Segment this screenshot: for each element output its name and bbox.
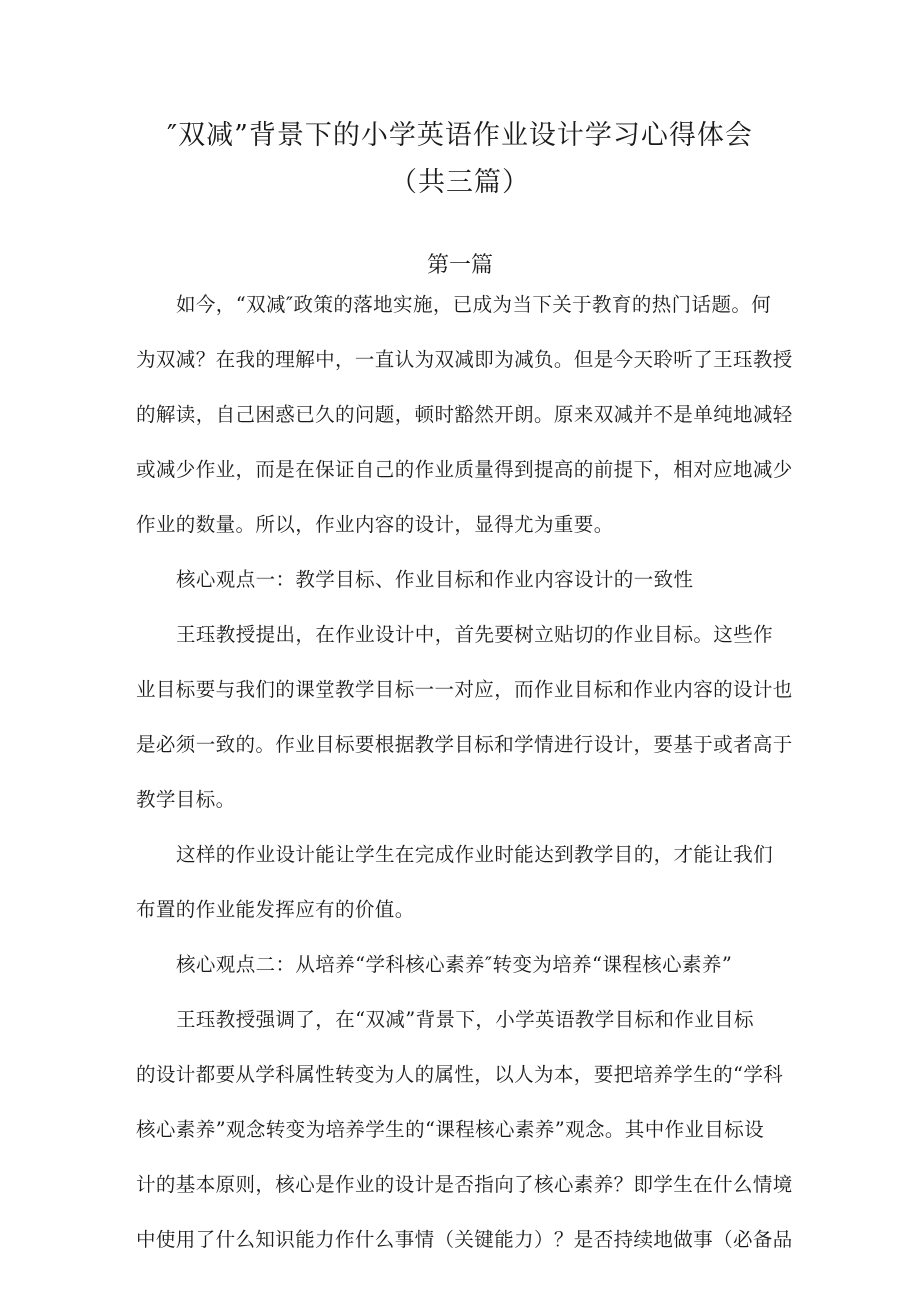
paragraph-line: 教学目标。 — [136, 788, 236, 811]
document-title-line-1: ″双减”背景下的小学英语作业设计学习心得体会 — [167, 120, 753, 151]
core-point-heading: 核心观点二：从培养“学科核心素养″转变为培养“课程核心素养” — [176, 953, 733, 976]
section-heading: 第一篇 — [426, 253, 493, 278]
paragraph-line: 作业的数量。所以，作业内容的设计，显得尤为重要。 — [136, 513, 614, 536]
paragraph-line: 为双减？在我的理解中，一直认为双减即为减负。但是今天聆听了王珏教授 — [136, 348, 793, 371]
paragraph-line: 计的基本原则，核心是作业的设计是否指向了核心素养？即学生在什么情境 — [136, 1173, 793, 1196]
paragraph-line: 如今，“双减″政策的落地实施，已成为当下关于教育的热门话题。何 — [176, 293, 772, 316]
paragraph-line: 的设计都要从学科属性转变为人的属性，以人为本，要把培养学生的“学科 — [136, 1063, 784, 1086]
paragraph-line: 核心素养”观念转变为培养学生的“课程核心素养”观念。其中作业目标设 — [136, 1118, 765, 1141]
paragraph-line: 王珏教授提出，在作业设计中，首先要树立贴切的作业目标。这些作 — [176, 623, 774, 646]
core-point-heading: 核心观点一：教学目标、作业目标和作业内容设计的一致性 — [176, 568, 694, 591]
paragraph-line: 的解读，自己困惑已久的问题，顿时豁然开朗。原来双减并不是单纯地减轻 — [136, 403, 793, 426]
paragraph-line: 业目标要与我们的课堂教学目标一一对应，而作业目标和作业内容的设计也 — [136, 678, 793, 701]
paragraph-line: 中使用了什么知识能力作什么事情（关键能力）？是否持续地做事（必备品 — [136, 1228, 793, 1251]
paragraph-line: 这样的作业设计能让学生在完成作业时能达到教学目的，才能让我们 — [176, 843, 774, 866]
paragraph-line: 布置的作业能发挥应有的价值。 — [136, 898, 415, 921]
document-title-line-2: （共三篇） — [390, 167, 530, 198]
paragraph-line: 是必须一致的。作业目标要根据教学目标和学情进行设计，要基于或者高于 — [136, 733, 793, 756]
paragraph-line: 或减少作业，而是在保证自己的作业质量得到提高的前提下，相对应地减少 — [136, 458, 793, 481]
paragraph-line: 王珏教授强调了，在“双减”背景下，小学英语教学目标和作业目标 — [176, 1008, 754, 1031]
